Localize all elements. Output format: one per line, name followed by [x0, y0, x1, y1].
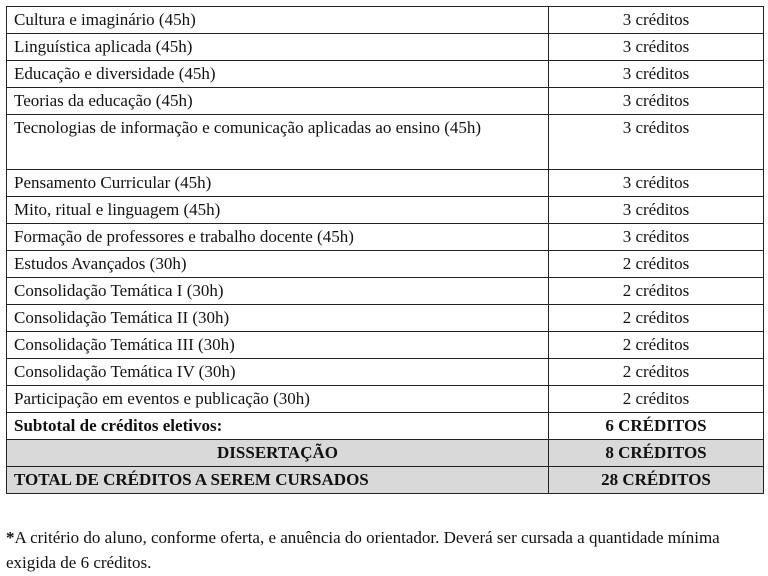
- table-row: [7, 224, 764, 251]
- table-row: [7, 386, 764, 413]
- subtotal-label: Subtotal de créditos eletivos:: [7, 413, 549, 440]
- course-name: Educação e diversidade (45h): [7, 61, 549, 88]
- table-row: [7, 305, 764, 332]
- course-name: Linguística aplicada (45h): [7, 34, 549, 61]
- course-credits: 2 créditos: [549, 386, 764, 413]
- course-name: Consolidação Temática IV (30h): [7, 359, 549, 386]
- subtotal-row: [7, 413, 764, 440]
- table-row: [7, 332, 764, 359]
- table-row: [7, 7, 764, 34]
- course-credits: 3 créditos: [549, 7, 764, 34]
- footnote: [6, 525, 756, 575]
- course-credits: 3 créditos: [549, 88, 764, 115]
- course-name: Teorias da educação (45h): [7, 88, 549, 115]
- course-credits: 2 créditos: [549, 278, 764, 305]
- course-credits: 3 créditos: [549, 170, 764, 197]
- table-row: [7, 61, 764, 88]
- course-name: Cultura e imaginário (45h): [7, 7, 549, 34]
- table-row: [7, 170, 764, 197]
- course-name: Pensamento Curricular (45h): [7, 170, 549, 197]
- table-row: [7, 359, 764, 386]
- course-name: Consolidação Temática II (30h): [7, 305, 549, 332]
- course-credits: 2 créditos: [549, 251, 764, 278]
- course-credits: 2 créditos: [549, 332, 764, 359]
- course-credits: 3 créditos: [549, 115, 764, 170]
- table-row: [7, 34, 764, 61]
- table-row: [7, 115, 764, 170]
- footnote-text: A critério do aluno, conforme oferta, e anuência do orientador. Deverá ser cursada a quantidade mínima exigida de 6 créditos.: [6, 528, 720, 572]
- footnote-asterisk: *: [6, 528, 15, 547]
- table-row: [7, 278, 764, 305]
- course-credits: 3 créditos: [549, 34, 764, 61]
- total-row: [7, 467, 764, 494]
- dissertation-row: [7, 440, 764, 467]
- course-credits: 2 créditos: [549, 359, 764, 386]
- table-row: [7, 251, 764, 278]
- course-name: Participação em eventos e publicação (30h): [7, 386, 549, 413]
- course-credits: 3 créditos: [549, 61, 764, 88]
- table-row: [7, 88, 764, 115]
- course-credits: 2 créditos: [549, 305, 764, 332]
- course-credits: 3 créditos: [549, 224, 764, 251]
- table-row: [7, 197, 764, 224]
- course-name: Estudos Avançados (30h): [7, 251, 549, 278]
- course-name: Mito, ritual e linguagem (45h): [7, 197, 549, 224]
- total-label: TOTAL DE CRÉDITOS A SEREM CURSADOS: [7, 467, 549, 494]
- course-credits: 3 créditos: [549, 197, 764, 224]
- course-name: Consolidação Temática I (30h): [7, 278, 549, 305]
- dissertation-label: DISSERTAÇÃO: [7, 440, 549, 467]
- total-value: 28 CRÉDITOS: [549, 467, 764, 494]
- course-name: Consolidação Temática III (30h): [7, 332, 549, 359]
- elective-credits-table: [6, 6, 764, 494]
- course-name: Tecnologias de informação e comunicação aplicadas ao ensino (45h): [7, 115, 549, 170]
- course-name: Formação de professores e trabalho docente (45h): [7, 224, 549, 251]
- subtotal-value: 6 CRÉDITOS: [549, 413, 764, 440]
- dissertation-value: 8 CRÉDITOS: [549, 440, 764, 467]
